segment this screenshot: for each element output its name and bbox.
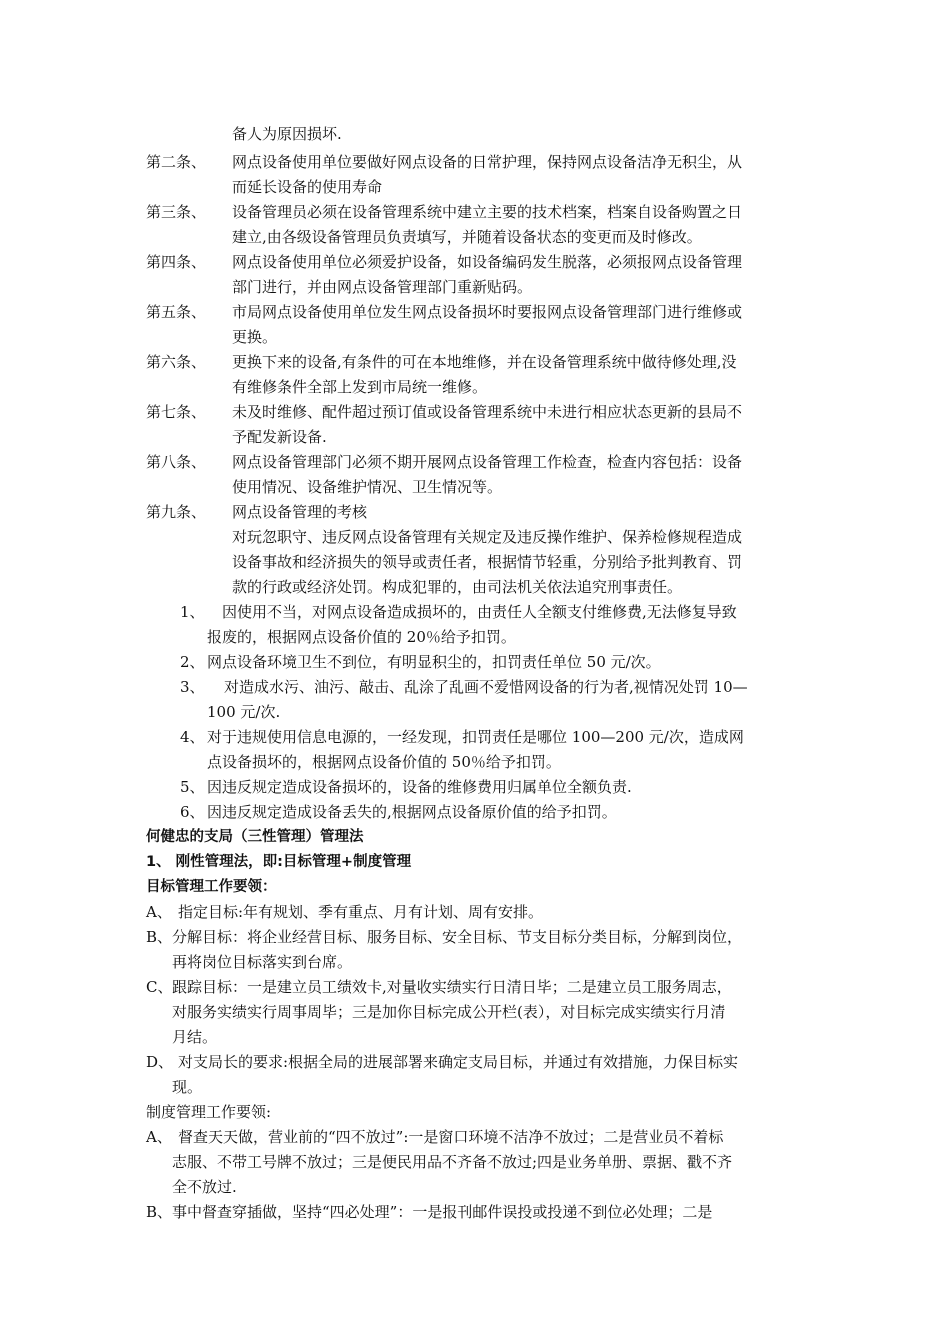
article-label: 第五条、 xyxy=(146,303,207,321)
article-text-line: 部门进行，并由网点设备管理部门重新贴码。 xyxy=(232,278,533,296)
article-label: 第六条、 xyxy=(146,353,207,371)
penalty-text-line: 100 元/次. xyxy=(207,703,281,721)
article-text-line: 未及时维修、配件超过预订值或设备管理系统中未进行相应状态更新的县局不 xyxy=(232,403,743,421)
system-item-text-line: 志服、不带工号牌不放过；三是便民用品不齐备不放过;四是业务单册、票据、戳不齐 xyxy=(172,1153,733,1171)
article-text-line: 设备事故和经济损失的领导或责任者，根据情节轻重，分别给予批判教育、罚 xyxy=(232,553,743,571)
article-label: 第八条、 xyxy=(146,453,207,471)
article-text-line: 而延长设备的使用寿命 xyxy=(232,178,383,196)
penalty-number: 1、 xyxy=(180,603,205,621)
article-text-line: 更换下来的设备,有条件的可在本地维修，并在设备管理系统中做待修处理,没 xyxy=(232,353,737,371)
penalty-text-line: 因违反规定造成设备损坏的，设备的维修费用归属单位全额负责. xyxy=(207,778,632,796)
section-title: 何健忠的支局（三性管理）管理法 xyxy=(146,829,364,845)
system-item-text-line: 督查天天做，营业前的“四不放过”:一是窗口环境不洁净不放过；二是营业员不着标 xyxy=(178,1128,724,1146)
system-item-label: B、 xyxy=(146,1203,173,1221)
penalty-text-line: 对造成水污、油污、敲击、乱涂了乱画不爱惜网设备的行为者,视情况处罚 10— xyxy=(224,678,748,696)
penalty-text-line: 因违反规定造成设备丢失的,根据网点设备原价值的给予扣罚。 xyxy=(207,803,617,821)
goal-item-label: C、 xyxy=(146,978,173,996)
article-text-line: 设备管理员必须在设备管理系统中建立主要的技术档案，档案自设备购置之日 xyxy=(232,203,743,221)
penalty-text-line: 对于违规使用信息电源的，一经发现，扣罚责任是哪位 100—200 元/次，造成网 xyxy=(207,728,744,746)
article-text-line: 有维修条件全部上发到市局统一维修。 xyxy=(232,378,488,396)
goal-item-label: B、 xyxy=(146,928,173,946)
penalty-number: 4、 xyxy=(180,728,205,746)
system-heading: 制度管理工作要领: xyxy=(146,1103,272,1121)
penalty-text-line: 网点设备环境卫生不到位，有明显积尘的，扣罚责任单位 50 元/次。 xyxy=(207,653,661,671)
system-item-label: A、 xyxy=(146,1128,172,1146)
goal-heading: 目标管理工作要领： xyxy=(146,879,277,895)
article-text-line: 网点设备使用单位必须爱护设备，如设备编码发生脱落，必须报网点设备管理 xyxy=(232,253,743,271)
article-text-line: 款的行政或经济处罚。构成犯罪的，由司法机关依法追究刑事责任。 xyxy=(232,578,683,596)
penalty-text-line: 因使用不当，对网点设备造成损坏的，由责任人全额支付维修费,无法修复导致 xyxy=(222,603,737,621)
article-text-line: 对玩忽职守、违反网点设备管理有关规定及违反操作维护、保养检修规程造成 xyxy=(232,528,743,546)
article-text-line: 建立,由各级设备管理员负责填写，并随着设备状态的变更而及时修改。 xyxy=(232,228,702,246)
goal-item-text-line: 对支局长的要求:根据全局的进展部署来确定支局目标，并通过有效措施，力保目标实 xyxy=(178,1053,739,1071)
article-label: 第九条、 xyxy=(146,503,207,521)
article-label: 第七条、 xyxy=(146,403,207,421)
goal-item-text-line: 跟踪目标：一是建立员工绩效卡,对量收实绩实行日清日毕；二是建立员工服务周志， xyxy=(172,978,732,996)
goal-item-text-line: 月结。 xyxy=(172,1028,218,1046)
system-item-text-line: 事中督查穿插做，坚持“四必处理”：一是报刊邮件误投或投递不到位必处理；二是 xyxy=(172,1203,713,1221)
article-text-line: 网点设备管理部门必须不期开展网点设备管理工作检查，检查内容包括：设备 xyxy=(232,453,743,471)
article-label: 第四条、 xyxy=(146,253,207,271)
article-text-line: 网点设备使用单位要做好网点设备的日常护理，保持网点设备洁净无积尘，从 xyxy=(232,153,743,171)
penalty-number: 5、 xyxy=(180,778,205,796)
intro-continuation: 备人为原因损坏. xyxy=(232,125,342,143)
goal-item-label: A、 xyxy=(146,903,172,921)
goal-item-text-line: 对服务实绩实行周事周毕；三是加你目标完成公开栏(表），对目标完成实绩实行月清 xyxy=(172,1003,726,1021)
article-label: 第二条、 xyxy=(146,153,207,171)
article-label: 第三条、 xyxy=(146,203,207,221)
article-text-line: 网点设备管理的考核 xyxy=(232,503,368,521)
system-item-text-line: 全不放过. xyxy=(172,1178,237,1196)
penalty-number: 3、 xyxy=(180,678,205,696)
article-text-line: 予配发新设备. xyxy=(232,428,327,446)
subsection-title: 1、 刚性管理法，即:目标管理+制度管理 xyxy=(146,854,412,870)
article-text-line: 更换。 xyxy=(232,328,278,346)
penalty-text-line: 点设备损坏的，根据网点设备价值的 50％给予扣罚。 xyxy=(207,753,561,771)
goal-item-label: D、 xyxy=(146,1053,174,1071)
goal-item-text-line: 分解目标：将企业经营目标、服务目标、安全目标、节支目标分类目标，分解到岗位， xyxy=(172,928,743,946)
penalty-text-line: 报废的，根据网点设备价值的 20％给予扣罚。 xyxy=(207,628,516,646)
article-text-line: 市局网点设备使用单位发生网点设备损坏时要报网点设备管理部门进行维修或 xyxy=(232,303,743,321)
goal-item-text-line: 再将岗位目标落实到台席。 xyxy=(172,953,353,971)
goal-item-text-line: 现。 xyxy=(172,1078,203,1096)
penalty-number: 2、 xyxy=(180,653,205,671)
goal-item-text-line: 指定目标:年有规划、季有重点、月有计划、周有安排。 xyxy=(178,903,544,921)
penalty-number: 6、 xyxy=(180,803,205,821)
article-text-line: 使用情况、设备维护情况、卫生情况等。 xyxy=(232,478,503,496)
